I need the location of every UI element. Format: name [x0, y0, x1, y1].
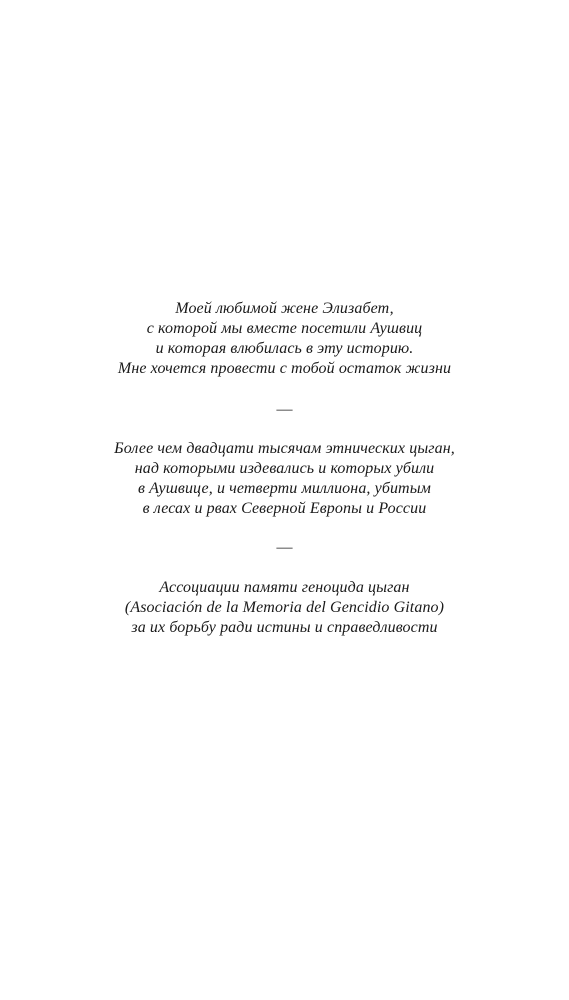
dedication-line: Более чем двадцати тысячам этнических цыган, [114, 440, 455, 457]
dedication-line: Мне хочется провести с тобой остаток жизни [117, 360, 452, 377]
dedication-line: за их борьбу ради истины и справедливости [131, 619, 438, 636]
dedication-line: в Аушвице, и четверти миллиона, убитым [138, 480, 431, 497]
dedication-victims [0, 439, 569, 519]
separator-dash: — [276, 539, 293, 556]
dedication-association [0, 578, 569, 638]
dedication-line: и которая влюбилась в эту историю. [155, 340, 414, 357]
separator-dash: — [276, 401, 293, 418]
dedication-wife [0, 299, 569, 379]
dedication-line: (Asociación de la Memoria del Gencidio Gitano) [124, 599, 445, 616]
dedication-line: Ассоциации памяти геноцида цыган [159, 579, 410, 596]
dedication-line: над которыми издевались и которых убили [134, 460, 435, 477]
dedication-line: Моей любимой жене Элизабет, [175, 300, 394, 317]
dedication-line: в лесах и рвах Северной Европы и России [142, 500, 427, 517]
dedication-line: с которой мы вместе посетили Аушвиц [146, 320, 423, 337]
